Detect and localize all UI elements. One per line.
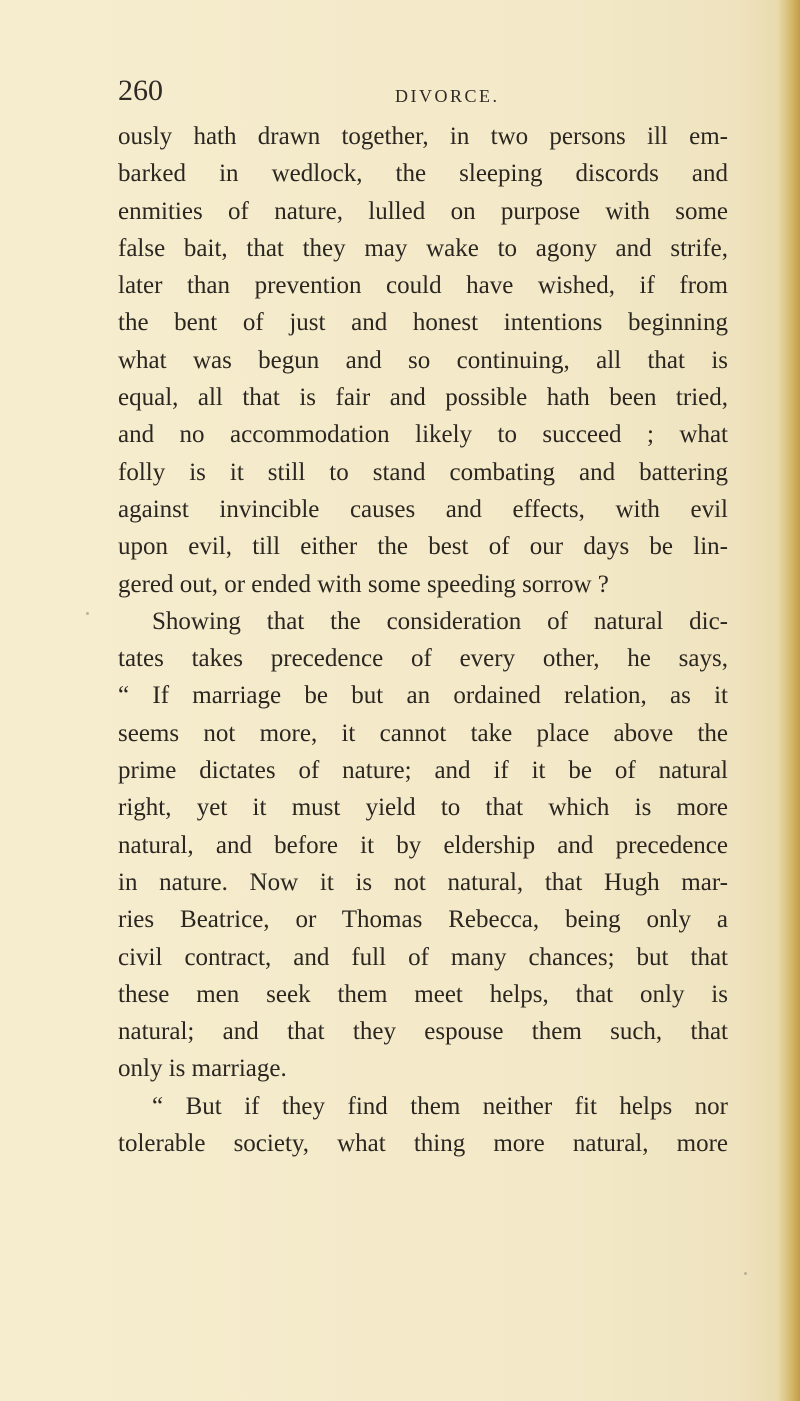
body-text — [118, 118, 728, 1162]
text-line: natural; and that they espouse them such, that — [118, 1018, 728, 1046]
text-line: gered out, or ended with some speeding sorrow ? — [118, 570, 609, 598]
page-header — [118, 74, 718, 114]
text-line: folly is it still to stand combating and battering — [118, 458, 728, 486]
text-line: prime dictates of nature; and if it be of natural — [118, 757, 728, 785]
text-line: tates takes precedence of every other, he says, — [118, 645, 728, 673]
paper-speck — [86, 612, 89, 615]
text-line: “ If marriage be but an ordained relation, as it — [118, 682, 728, 710]
text-line: tolerable society, what thing more natural, more — [118, 1130, 728, 1158]
text-line: false bait, that they may wake to agony and strife, — [118, 234, 728, 262]
text-line: enmities of nature, lulled on purpose with some — [118, 197, 728, 225]
text-line: civil contract, and full of many chances; but that — [118, 943, 728, 971]
text-line: what was begun and so continuing, all that is — [118, 346, 728, 374]
text-line: in nature. Now it is not natural, that Hugh mar- — [118, 868, 728, 896]
text-line: Showing that the consideration of natural dic- — [152, 607, 728, 635]
paper-speck — [744, 1272, 747, 1275]
running-head: DIVORCE. — [395, 86, 500, 106]
text-line: and no accommodation likely to succeed ; what — [118, 421, 728, 449]
text-line: these men seek them meet helps, that only is — [118, 980, 728, 1008]
page-edge-shading — [778, 0, 800, 1401]
text-line: right, yet it must yield to that which is more — [118, 794, 728, 822]
text-line: seems not more, it cannot take place above the — [118, 719, 728, 747]
text-line: ously hath drawn together, in two persons ill em- — [118, 123, 728, 150]
page-number: 260 — [118, 74, 163, 107]
text-line: “ But if they find them neither fit helps nor — [152, 1092, 728, 1120]
text-line: upon evil, till either the best of our days be lin- — [118, 533, 728, 561]
text-line: equal, all that is fair and possible hath been tried, — [118, 384, 728, 412]
text-line: later than prevention could have wished, if from — [118, 272, 728, 300]
text-line: natural, and before it by eldership and precedence — [118, 831, 728, 859]
text-line: ries Beatrice, or Thomas Rebecca, being only a — [118, 906, 728, 934]
text-line: the bent of just and honest intentions beginning — [118, 309, 728, 337]
text-line: barked in wedlock, the sleeping discords and — [118, 160, 728, 188]
text-line: against invincible causes and effects, with evil — [118, 495, 728, 523]
text-line: only is marriage. — [118, 1055, 287, 1083]
